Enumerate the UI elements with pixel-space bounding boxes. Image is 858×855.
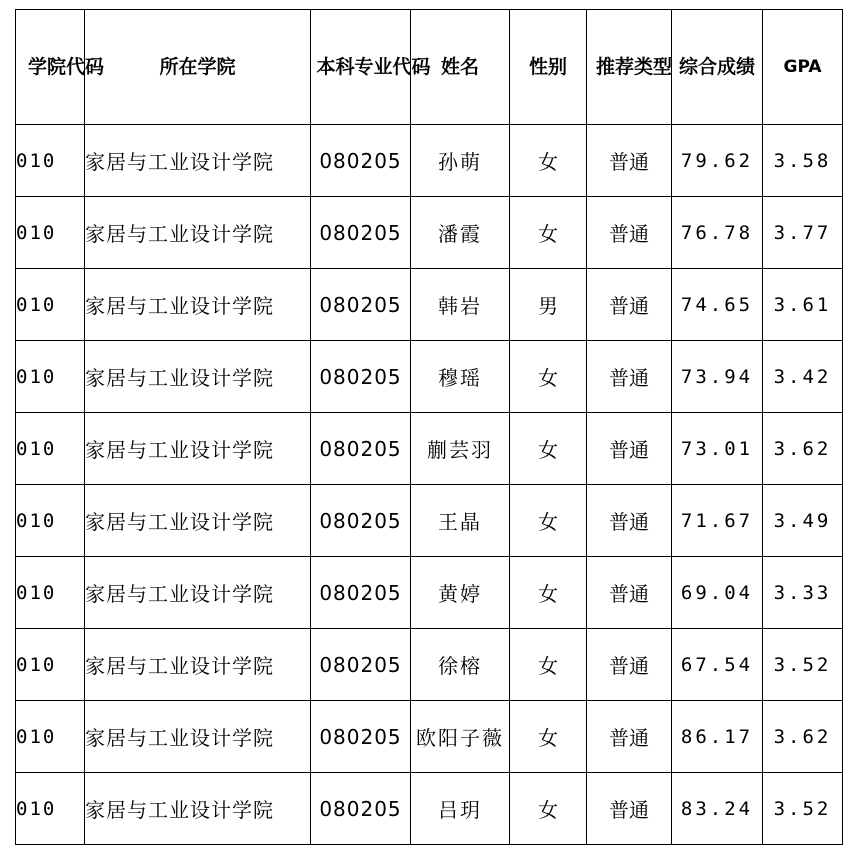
cell-gender: 女 — [510, 413, 587, 485]
cell-gpa: 3.61 — [763, 269, 843, 341]
table-row — [16, 773, 843, 845]
cell-major-code: 080205 — [311, 557, 411, 629]
cell-major-code: 080205 — [311, 773, 411, 845]
cell-college: 家居与工业设计学院 — [85, 269, 311, 341]
cell-score: 71.67 — [672, 485, 763, 557]
cell-score: 79.62 — [672, 125, 763, 197]
cell-major-code: 080205 — [311, 197, 411, 269]
header-college: 所在学院 — [85, 10, 311, 125]
cell-recommend-type: 普通 — [587, 773, 672, 845]
cell-name: 韩岩 — [411, 269, 510, 341]
cell-gpa: 3.33 — [763, 557, 843, 629]
cell-college-code: 010 — [16, 413, 85, 485]
cell-score: 73.94 — [672, 341, 763, 413]
cell-gpa: 3.52 — [763, 773, 843, 845]
cell-recommend-type: 普通 — [587, 557, 672, 629]
cell-major-code: 080205 — [311, 269, 411, 341]
cell-college: 家居与工业设计学院 — [85, 197, 311, 269]
header-name: 姓名 — [411, 10, 510, 125]
cell-gpa: 3.42 — [763, 341, 843, 413]
table-row — [16, 413, 843, 485]
header-row — [16, 10, 843, 125]
header-score: 综合成绩 — [672, 10, 763, 125]
cell-recommend-type: 普通 — [587, 485, 672, 557]
cell-score: 73.01 — [672, 413, 763, 485]
cell-college-code: 010 — [16, 773, 85, 845]
table-row — [16, 701, 843, 773]
cell-college-code: 010 — [16, 269, 85, 341]
table-row — [16, 269, 843, 341]
header-college-code-label: 学院代码 — [28, 56, 105, 78]
cell-gender: 女 — [510, 125, 587, 197]
header-college-code — [16, 10, 105, 125]
cell-major-code: 080205 — [311, 485, 411, 557]
cell-name: 王晶 — [411, 485, 510, 557]
cell-name: 徐榕 — [411, 629, 510, 701]
cell-major-code: 080205 — [311, 629, 411, 701]
cell-gpa: 3.77 — [763, 197, 843, 269]
header-major-code — [311, 10, 431, 125]
cell-gender: 女 — [510, 629, 587, 701]
cell-gender: 女 — [510, 341, 587, 413]
cell-gpa: 3.49 — [763, 485, 843, 557]
cell-score: 86.17 — [672, 701, 763, 773]
cell-gpa: 3.52 — [763, 629, 843, 701]
student-roster-table — [15, 9, 843, 845]
header-gender: 性别 — [510, 10, 587, 125]
cell-gender: 男 — [510, 269, 587, 341]
cell-gpa: 3.62 — [763, 413, 843, 485]
cell-college-code: 010 — [16, 629, 85, 701]
table-header — [16, 10, 843, 125]
cell-gender: 女 — [510, 773, 587, 845]
table-body — [16, 125, 843, 845]
cell-recommend-type: 普通 — [587, 197, 672, 269]
cell-college: 家居与工业设计学院 — [85, 557, 311, 629]
cell-college: 家居与工业设计学院 — [85, 125, 311, 197]
cell-gender: 女 — [510, 197, 587, 269]
cell-college: 家居与工业设计学院 — [85, 701, 311, 773]
cell-recommend-type: 普通 — [587, 269, 672, 341]
table-row — [16, 197, 843, 269]
cell-name: 穆瑶 — [411, 341, 510, 413]
cell-recommend-type: 普通 — [587, 413, 672, 485]
cell-gender: 女 — [510, 485, 587, 557]
cell-recommend-type: 普通 — [587, 125, 672, 197]
header-recommend-type — [587, 10, 672, 125]
table-row — [16, 485, 843, 557]
cell-recommend-type: 普通 — [587, 701, 672, 773]
cell-college-code: 010 — [16, 485, 85, 557]
cell-college-code: 010 — [16, 701, 85, 773]
table-row — [16, 125, 843, 197]
cell-college-code: 010 — [16, 125, 85, 197]
cell-name: 潘霞 — [411, 197, 510, 269]
cell-name: 欧阳子薇 — [411, 701, 510, 773]
cell-name: 蒯芸羽 — [411, 413, 510, 485]
cell-gender: 女 — [510, 701, 587, 773]
table-row — [16, 341, 843, 413]
table-row — [16, 557, 843, 629]
cell-college-code: 010 — [16, 197, 85, 269]
header-gpa: GPA — [763, 10, 843, 125]
header-major-code-label: 本科专业代码 — [316, 56, 431, 78]
cell-gpa: 3.62 — [763, 701, 843, 773]
cell-recommend-type: 普通 — [587, 341, 672, 413]
cell-gender: 女 — [510, 557, 587, 629]
cell-college: 家居与工业设计学院 — [85, 773, 311, 845]
cell-college: 家居与工业设计学院 — [85, 413, 311, 485]
cell-score: 67.54 — [672, 629, 763, 701]
cell-major-code: 080205 — [311, 701, 411, 773]
cell-score: 74.65 — [672, 269, 763, 341]
cell-major-code: 080205 — [311, 341, 411, 413]
cell-score: 69.04 — [672, 557, 763, 629]
cell-major-code: 080205 — [311, 413, 411, 485]
table-row — [16, 629, 843, 701]
cell-score: 83.24 — [672, 773, 763, 845]
cell-major-code: 080205 — [311, 125, 411, 197]
cell-recommend-type: 普通 — [587, 629, 672, 701]
cell-score: 76.78 — [672, 197, 763, 269]
cell-college: 家居与工业设计学院 — [85, 485, 311, 557]
cell-name: 吕玥 — [411, 773, 510, 845]
cell-college: 家居与工业设计学院 — [85, 341, 311, 413]
cell-name: 黄婷 — [411, 557, 510, 629]
cell-name: 孙萌 — [411, 125, 510, 197]
cell-college: 家居与工业设计学院 — [85, 629, 311, 701]
header-recommend-type-label: 推荐类型 — [596, 56, 673, 78]
cell-college-code: 010 — [16, 341, 85, 413]
cell-gpa: 3.58 — [763, 125, 843, 197]
cell-college-code: 010 — [16, 557, 85, 629]
